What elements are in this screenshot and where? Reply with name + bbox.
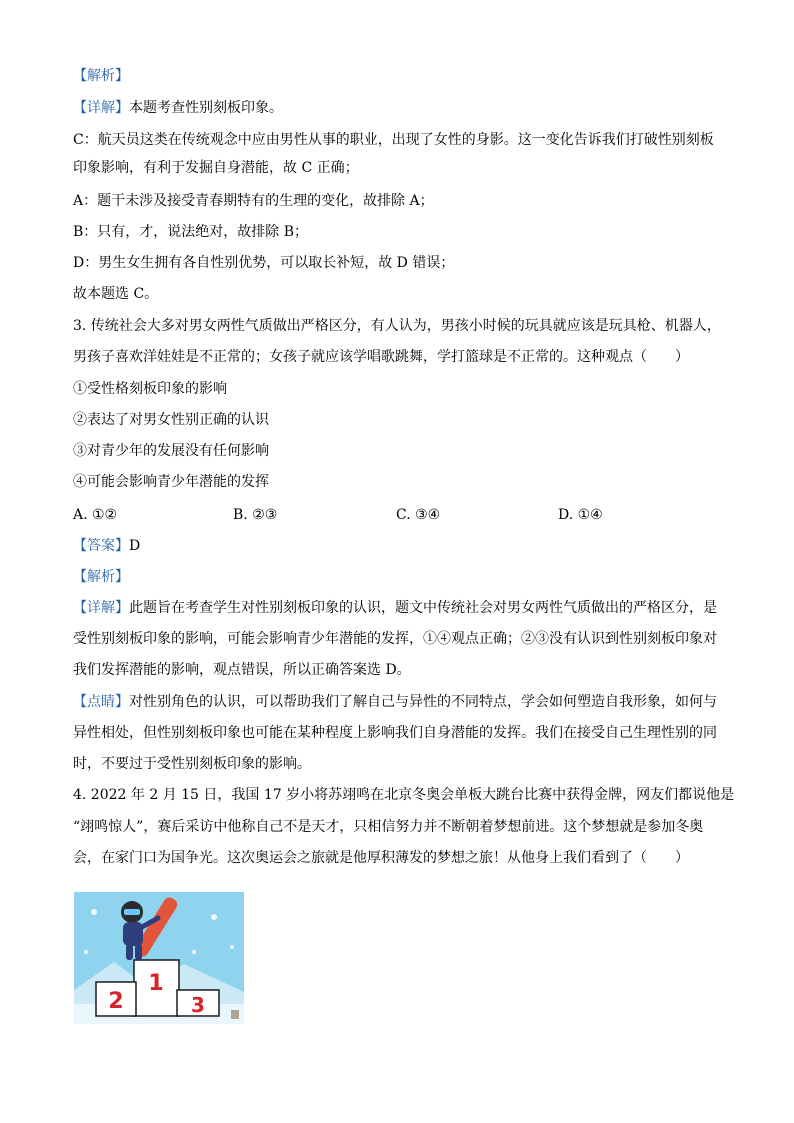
q3-tip-text: 对性别角色的认识，可以帮助我们了解自己与异性的不同特点，学会如何塑造自我形象，如何与 (129, 694, 717, 710)
q3-option-a: A. ①② (73, 507, 118, 523)
analysis-tag: 【解析】 (73, 68, 129, 84)
podium-number-2: 2 (108, 989, 124, 1014)
detail-tag: 【详解】 (73, 600, 129, 616)
q2-option-a-explanation: A：题干未涉及接受青春期特有的生理的变化，故排除 A； (73, 193, 434, 209)
q3-option-c: C. ③④ (396, 507, 441, 523)
q2-c-line1: C：航天员这类在传统观念中应由男性从事的职业，出现了女性的身影。这一变化告诉我们打破性别刻板 (73, 132, 714, 148)
q3-stem-line2: 男孩子喜欢洋娃娃是不正常的；女孩子就应该学唱歌跳舞，学打篮球是不正常的。这种观点（ ） (73, 349, 689, 365)
q3-option-b: B. ②③ (233, 507, 278, 523)
analysis-tag: 【解析】 (73, 569, 129, 585)
q3-detail-text: 此题旨在考查学生对性别刻板印象的认识，题文中传统社会对男女两性气质做出的严格区分，是 (129, 600, 717, 616)
detail-tag: 【详解】 (73, 100, 129, 116)
q3-answer (73, 536, 733, 556)
q3-tip-line3: 时，不要过于受性别刻板印象的影响。 (73, 756, 311, 772)
answer-tag: 【答案】 (73, 538, 129, 554)
analysis-heading-1 (73, 66, 733, 86)
q2-option-b-explanation: B：只有，才，说法绝对，故排除 B； (73, 224, 309, 240)
q3-detail-line2: 受性别刻板印象的影响，可能会影响青少年潜能的发挥，①④观点正确；②③没有认识到性别刻板印象对 (73, 631, 717, 647)
q2-conclusion: 故本题选 C。 (73, 286, 159, 302)
q4-stem-line2: “翊鸣惊人”，赛后采访中他称自己不是天才，只相信努力并不断朝着梦想前进。这个梦想就是参加冬奥 (73, 819, 704, 835)
q3-item-3: ③对青少年的发展没有任何影响 (73, 443, 269, 459)
q3-item-4: ④可能会影响青少年潜能的发挥 (73, 474, 269, 490)
q3-tip-line1 (73, 692, 733, 712)
q3-detail-line3: 我们发挥潜能的影响，观点错误，所以正确答案选 D。 (73, 662, 411, 678)
analysis-heading-2 (73, 567, 733, 587)
q2-detail-text: 本题考查性别刻板印象。 (129, 100, 283, 116)
q3-item-2: ②表达了对男女性别正确的认识 (73, 412, 269, 428)
q2-c-line2: 印象影响，有利于发掘自身潜能，故 C 正确； (73, 160, 359, 176)
podium-number-3: 3 (191, 993, 205, 1017)
q3-tip-line2: 异性相处，但性别刻板印象也可能在某种程度上影响我们自身潜能的发挥。我们在接受自己生理性别的同 (73, 725, 717, 741)
tip-tag: 【点睛】 (73, 694, 129, 710)
q4-stem-line3: 会，在家门口为国争光。这次奥运会之旅就是他厚积薄发的梦想之旅！从他身上我们看到了（ ） (73, 850, 689, 866)
podium-number-1: 1 (148, 971, 164, 996)
q3-stem-line1: 3. 传统社会大多对男女两性气质做出严格区分，有人认为，男孩小时候的玩具就应该是玩具枪、机器人， (73, 318, 721, 334)
q3-detail-line1 (73, 598, 733, 618)
q2-detail (73, 98, 733, 118)
q2-option-d-explanation: D：男生女生拥有各自性别优势，可以取长补短，故 D 错误； (73, 255, 455, 271)
q3-option-d: D. ①④ (558, 507, 603, 523)
q3-item-1: ①受性格刻板印象的影响 (73, 381, 227, 397)
q3-answer-value: D (129, 538, 141, 554)
q4-stem-line1: 4. 2022 年 2 月 15 日，我国 17 岁小将苏翊鸣在北京冬奥会单板大跳台比赛中获得金牌，网友们都说他是 (73, 787, 735, 803)
artist-seal (231, 1010, 239, 1019)
snowboarder-podium-illustration (74, 892, 244, 1024)
